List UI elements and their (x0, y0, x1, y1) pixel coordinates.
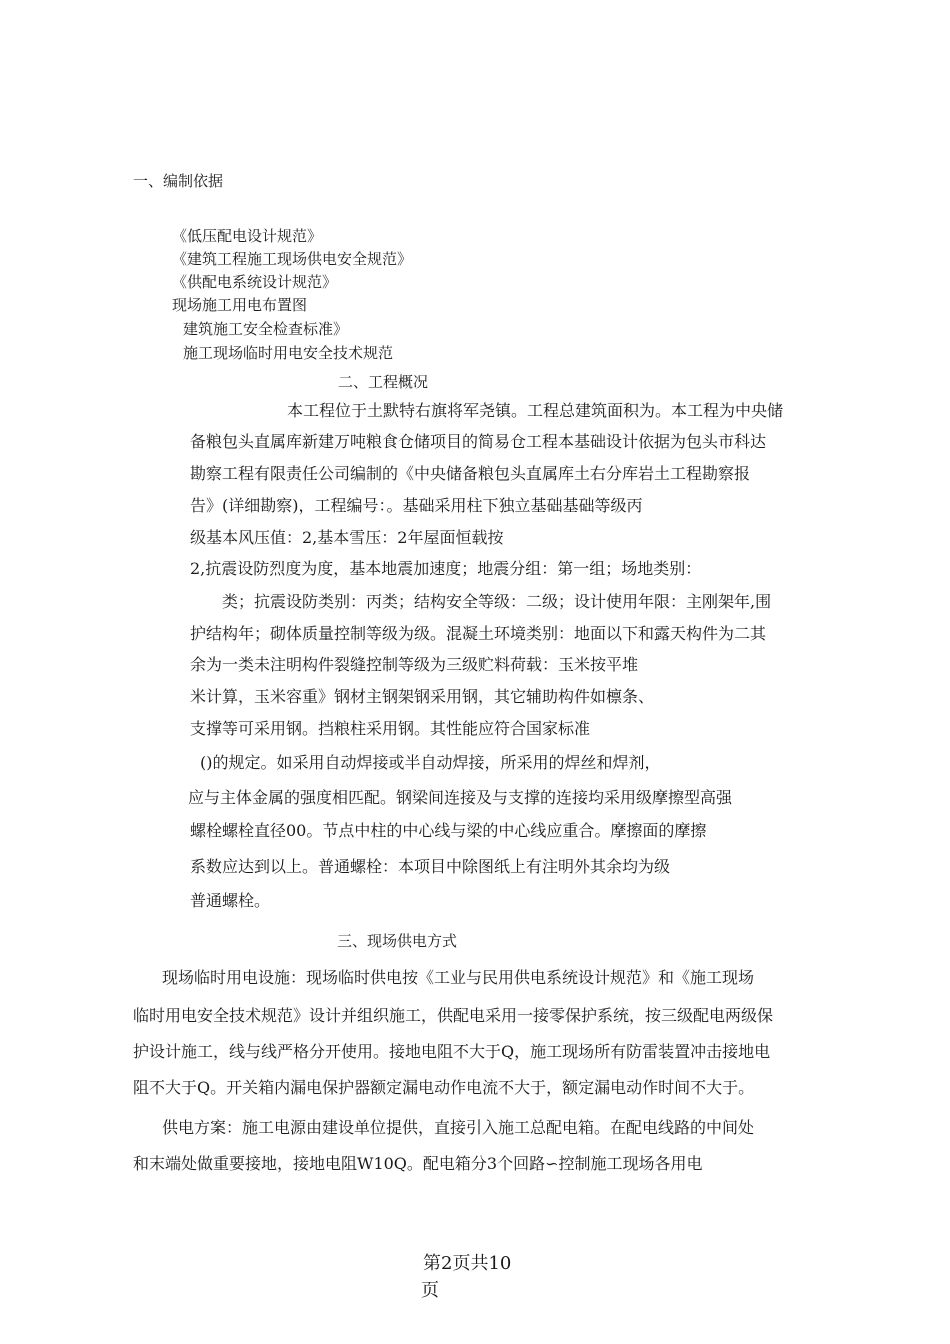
page-number-suffix: 页 (421, 1280, 439, 1301)
body-line: 级基本风压值：2,基本雪压：2年屋面恒载按 (190, 528, 504, 547)
body-line: ()的规定。如采用自动焊接或半自动焊接，所采用的焊丝和焊剂， (200, 753, 661, 772)
body-line: 和末端处做重要接地，接地电阻W10Q。配电箱分3个回路∽控制施工现场各用电 (133, 1154, 703, 1173)
body-line: 类；抗震设防类别：丙类；结构安全等级：二级；设计使用年限：主刚架年,围 (222, 592, 772, 611)
body-line: 螺栓螺栓直径00。节点中柱的中心线与梁的中心线应重合。摩擦面的摩擦 (190, 821, 707, 840)
reference-item: 《供配电系统设计规范》 (172, 273, 338, 291)
body-line: 供电方案：施工电源由建设单位提供，直接引入施工总配电箱。在配电线路的中间处 (162, 1118, 755, 1137)
reference-item: 《低压配电设计规范》 (172, 227, 323, 245)
reference-item: 《建筑工程施工现场供电安全规范》 (172, 250, 413, 268)
reference-item: 建筑施工安全检查标准》 (183, 320, 349, 338)
section3-heading: 三、现场供电方式 (337, 932, 458, 950)
body-line: 护设计施工，线与线严格分开使用。接地电阻不大于Q，施工现场所有防雷装置冲击接地电 (133, 1042, 771, 1061)
body-line: 现场临时用电设施：现场临时供电按《工业与民用供电系统设计规范》和《施工现场 (162, 968, 755, 987)
body-line: 米计算，玉米容重》钢材主钢架钢采用钢，其它辅助构件如檩条、 (190, 687, 655, 706)
body-line: 普通螺栓。 (190, 891, 271, 910)
body-line: 告》(详细勘察)，工程编号：。基础采用柱下独立基础基础等级丙 (190, 496, 643, 515)
page-number: 第2页共10 (423, 1253, 512, 1274)
section1-heading: 一、编制依据 (133, 172, 224, 190)
body-line: 勘察工程有限责任公司编制的《中央储备粮包头直属库土右分库岩土工程勘察报 (190, 464, 751, 483)
body-line: 本工程位于土默特右旗将军尧镇。工程总建筑面积为。本工程为中央储 (287, 401, 784, 420)
body-line: 阻不大于Q。开关箱内漏电保护器额定漏电动作电流不大于，额定漏电动作时间不大于。 (133, 1078, 755, 1097)
body-line: 护结构年；砌体质量控制等级为级。混凝土环境类别：地面以下和露天构件为二其 (190, 624, 767, 643)
body-line: 支撑等可采用钢。挡粮柱采用钢。其性能应符合国家标准 (190, 719, 591, 738)
reference-item: 施工现场临时用电安全技术规范 (183, 344, 394, 362)
section2-heading: 二、工程概况 (338, 373, 429, 391)
body-line: 应与主体金属的强度相匹配。钢梁间连接及与支撑的连接均采用级摩擦型高强 (188, 788, 733, 807)
body-line: 系数应达到以上。普通螺栓：本项目中除图纸上有注明外其余均为级 (190, 857, 671, 876)
body-line: 备粮包头直属库新建万吨粮食仓储项目的简易仓工程本基础设计依据为包头市科达 (190, 432, 767, 451)
body-line: 2,抗震设防烈度为度，基本地震加速度；地震分组：第一组；场地类别： (190, 559, 702, 578)
body-line: 临时用电安全技术规范》设计并组织施工，供配电采用一接零保护系统，按三级配电两级保 (133, 1006, 774, 1025)
reference-item: 现场施工用电布置图 (172, 296, 308, 314)
body-line: 余为一类未注明构件裂缝控制等级为三级贮料荷载：玉米按平堆 (190, 655, 639, 674)
